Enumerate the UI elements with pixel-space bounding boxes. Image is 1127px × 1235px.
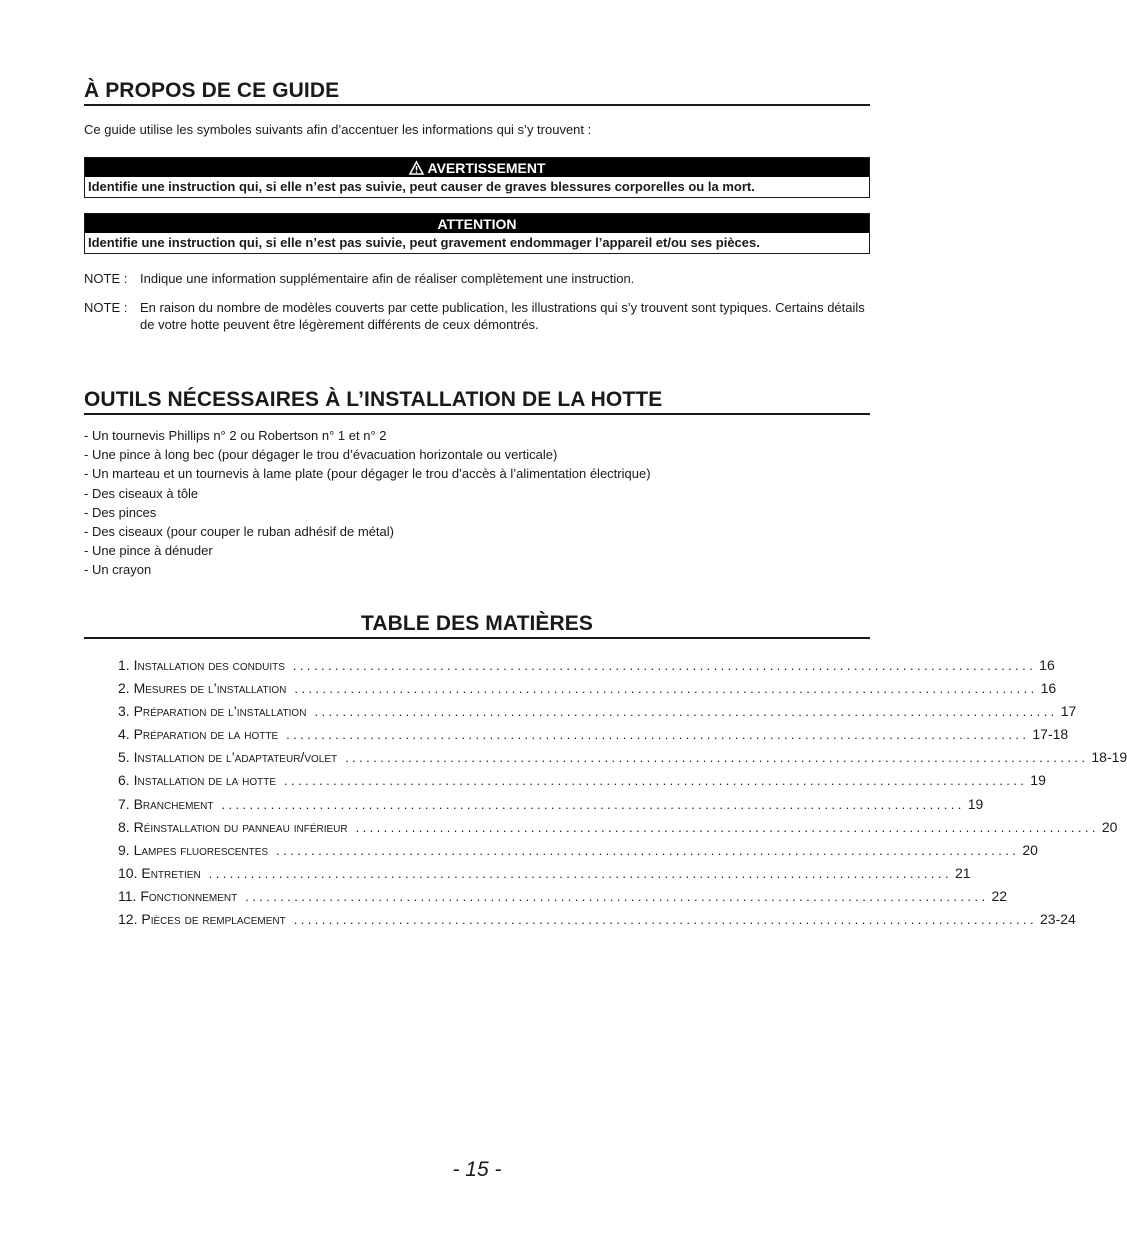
toc-title: Installation des conduits [133, 657, 285, 673]
toc-title: Mesures de l’installation [133, 680, 287, 697]
toc-leader: .......................................................................................................... [286, 727, 1030, 743]
caution-box [84, 213, 870, 254]
intro-text: Ce guide utilise les symboles suivants afin d’accentuer les informations qui s’y trouvent : [84, 122, 592, 137]
toc-page: 20 [1101, 818, 1118, 835]
toc-number: 12. [118, 911, 142, 928]
toc-number: 10. [118, 864, 142, 881]
toc-title: Réinstallation du panneau inférieur [133, 818, 348, 835]
toc-list [118, 657, 1127, 934]
note-1 [84, 270, 870, 287]
toc-number: 6. [118, 772, 134, 789]
caution-text: Identifie une instruction qui, si elle n’est pas suivie, peut gravement endommager l’appareil et/ou ses pièces. [88, 235, 760, 250]
list-item: - Une pince à long bec (pour dégager le trou d’évacuation horizontale ou verticale) [84, 447, 558, 463]
page-number: - 15 - [452, 1158, 502, 1181]
toc-leader: .......................................................................................................... [221, 796, 965, 812]
list-item: - Des ciseaux (pour couper le ruban adhésif de métal) [84, 524, 394, 540]
toc-page: 16 [1039, 657, 1055, 673]
toc-entry[interactable] [118, 726, 1069, 749]
toc-leader: .......................................................................................................... [293, 912, 1037, 928]
toc-page: 22 [991, 887, 1008, 904]
toc-leader: .......................................................................................................... [284, 773, 1028, 789]
list-item: - Une pince à dénuder [84, 543, 213, 559]
toc-title: Préparation de l’installation [133, 703, 307, 720]
toc-page: 21 [954, 864, 971, 881]
toc-number: 5. [118, 749, 134, 766]
toc-leader: .......................................................................................................... [245, 888, 989, 904]
toc-leader: .......................................................................................................... [314, 704, 1058, 720]
list-item: - Un marteau et un tournevis à lame plate (pour dégager le trou d’accès à l’alimentation électrique) [84, 466, 651, 482]
toc-number: 1. [118, 657, 134, 673]
toc-entry[interactable] [118, 818, 1118, 842]
toc-title: Lampes fluorescentes [133, 841, 269, 858]
list-item: - Un crayon [84, 562, 152, 578]
warning-text: Identifie une instruction qui, si elle n’est pas suivie, peut causer de graves blessures corporelles ou la mort. [88, 179, 755, 194]
warning-header [85, 158, 869, 177]
toc-entry[interactable] [118, 772, 1046, 795]
toc-page: 20 [1022, 841, 1038, 858]
toc-number: 9. [118, 841, 134, 858]
toc-leader: .......................................................................................................... [208, 865, 952, 881]
toc-leader: .......................................................................................................... [292, 658, 1037, 673]
list-item: - Des ciseaux à tôle [84, 485, 199, 501]
toc-page: 17-18 [1032, 726, 1069, 743]
toc-entry[interactable] [118, 864, 971, 888]
toc-title: Pièces de remplacement [141, 911, 286, 928]
toc-number: 8. [118, 818, 134, 835]
toc-title: Installation de la hotte [133, 772, 277, 789]
toc-page: 19 [1030, 772, 1046, 789]
tools-heading: OUTILS NÉCESSAIRES À L’INSTALLATION DE LA HOTTE [84, 388, 870, 415]
toc-leader: .......................................................................................................... [294, 681, 1038, 697]
toc-entry[interactable] [118, 680, 1057, 703]
toc-entry[interactable] [118, 887, 1008, 911]
toc-heading: TABLE DES MATIÈRES [84, 612, 870, 639]
toc-entry[interactable] [118, 841, 1038, 865]
note-label: NOTE : [84, 271, 128, 286]
toc-page: 19 [967, 795, 984, 812]
toc-entry[interactable] [118, 703, 1077, 726]
warning-box [84, 157, 870, 198]
list-item: - Des pinces [84, 504, 157, 520]
tools-list [84, 426, 651, 580]
caution-label: ATTENTION [85, 214, 869, 233]
toc-number: 4. [118, 726, 134, 743]
note-label: NOTE : [84, 300, 128, 315]
toc-entry[interactable] [118, 795, 984, 819]
toc-number: 11. [118, 887, 141, 904]
toc-page: 18-19 [1091, 749, 1127, 766]
toc-entry[interactable] [118, 749, 1127, 772]
note-text: En raison du nombre de modèles couverts par cette publication, les illustrations qui s’y trouvent sont typiques. Certains détails de votre hotte peuvent être légèrement différents de ceux démontrés. [140, 300, 865, 332]
toc-number: 2. [118, 680, 134, 697]
toc-entry[interactable] [118, 657, 1055, 680]
toc-leader: .......................................................................................................... [345, 750, 1089, 766]
toc-page: 23-24 [1040, 911, 1076, 928]
warning-label: AVERTISSEMENT [427, 160, 546, 176]
toc-number: 3. [118, 703, 134, 720]
toc-title: Fonctionnement [140, 887, 238, 904]
toc-title: Branchement [133, 795, 214, 812]
toc-entry[interactable] [118, 911, 1076, 934]
list-item: - Un tournevis Phillips n° 2 ou Robertson n° 1 et n° 2 [84, 428, 387, 443]
toc-leader: .......................................................................................................... [355, 819, 1099, 835]
toc-number: 7. [118, 795, 134, 812]
toc-title: Préparation de la hotte [133, 726, 279, 743]
toc-title: Installation de l’adaptateur/volet [133, 749, 338, 766]
toc-page: 16 [1040, 680, 1057, 697]
note-text: Indique une information supplémentaire afin de réaliser complètement une instruction. [140, 271, 635, 286]
toc-leader: .......................................................................................................... [276, 842, 1020, 858]
toc-page: 17 [1060, 703, 1077, 720]
note-2 [84, 299, 870, 333]
about-guide-heading: À PROPOS DE CE GUIDE [84, 79, 870, 106]
toc-title: Entretien [141, 864, 201, 881]
